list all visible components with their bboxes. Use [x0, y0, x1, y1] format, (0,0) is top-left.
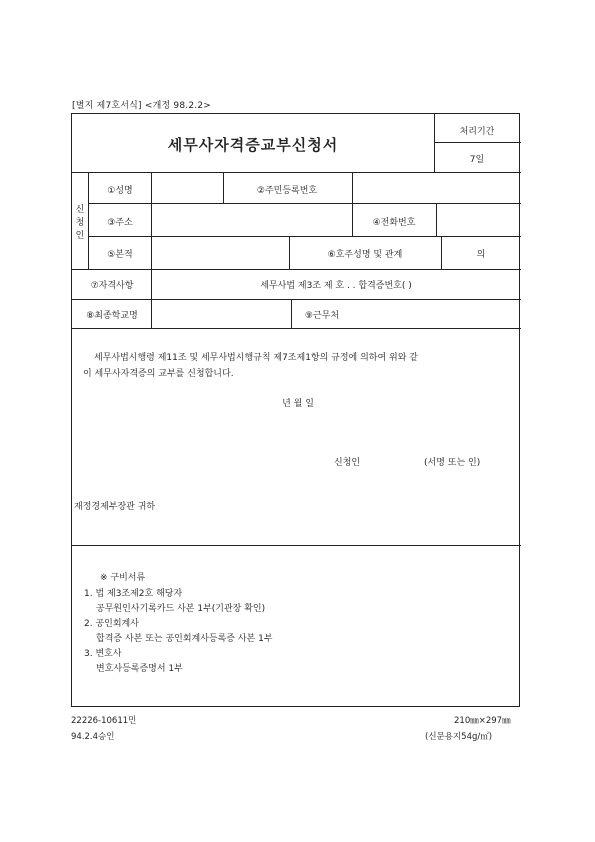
phone-label: ④전화번호 [372, 218, 416, 228]
workplace-label: ⑨근무처 [304, 311, 340, 321]
applicant-label-2: 청 [75, 218, 85, 228]
processing-period-value: 7일 [469, 155, 485, 165]
name-label: ①성명 [107, 186, 133, 196]
form-header: [별지 제7호서식] <개정 98.2.2> [72, 101, 211, 111]
qualification-label: ⑦자격사항 [90, 281, 134, 291]
document-item: 3. 변호사 [84, 649, 122, 659]
approval-date: 94.2.4승인 [71, 732, 115, 742]
signature-label: (서명 또는 인) [424, 458, 481, 468]
statement-line-2: 이 세무사자격증의 교부를 신청합니다. [83, 369, 234, 379]
address-label: ③주소 [107, 218, 133, 228]
processing-period-label: 처리기간 [459, 127, 495, 137]
householder-label: ⑥호주성명 및 관계 [327, 250, 403, 260]
document-item: 합격증 사본 또는 공인회계사등록증 사본 1부 [96, 634, 273, 644]
applicant-label-3: 인 [75, 231, 85, 241]
statement-line-1: 세무사법시행령 제11조 및 세무사법시행규칙 제7조제1항의 규정에 의하여 위와 같 [94, 353, 419, 363]
paper-type: (신문용지54g/㎡) [425, 732, 493, 742]
applicant-label-1: 신 [75, 205, 85, 215]
paper-size: 210㎜×297㎜ [454, 716, 511, 726]
document-item: 변호사등록증명서 1부 [96, 664, 183, 674]
application-form [71, 113, 520, 707]
resident-number-label: ②주민등록번호 [256, 186, 318, 196]
recipient: 재정경제부장관 귀하 [74, 502, 156, 512]
document-item: 1. 법 제3조제2호 해당자 [84, 589, 183, 599]
documents-heading: ※ 구비서류 [100, 573, 146, 583]
domicile-label: ⑤본적 [107, 250, 133, 260]
school-label: ⑧최종학교명 [86, 311, 138, 321]
qualification-value: 세무사법 제3조 제 호 . . 합격증번호( ) [260, 281, 412, 291]
date-line: 년 월 일 [282, 399, 314, 409]
form-title: 세무사자격증교부신청서 [167, 136, 339, 154]
householder-suffix: 의 [476, 250, 486, 260]
form-code: 22226-10611민 [71, 716, 137, 726]
applicant-sign-label: 신청인 [334, 458, 361, 468]
document-item: 공무원인사기록카드 사본 1부(기관장 확인) [96, 604, 266, 614]
document-item: 2. 공인회계사 [84, 619, 139, 629]
